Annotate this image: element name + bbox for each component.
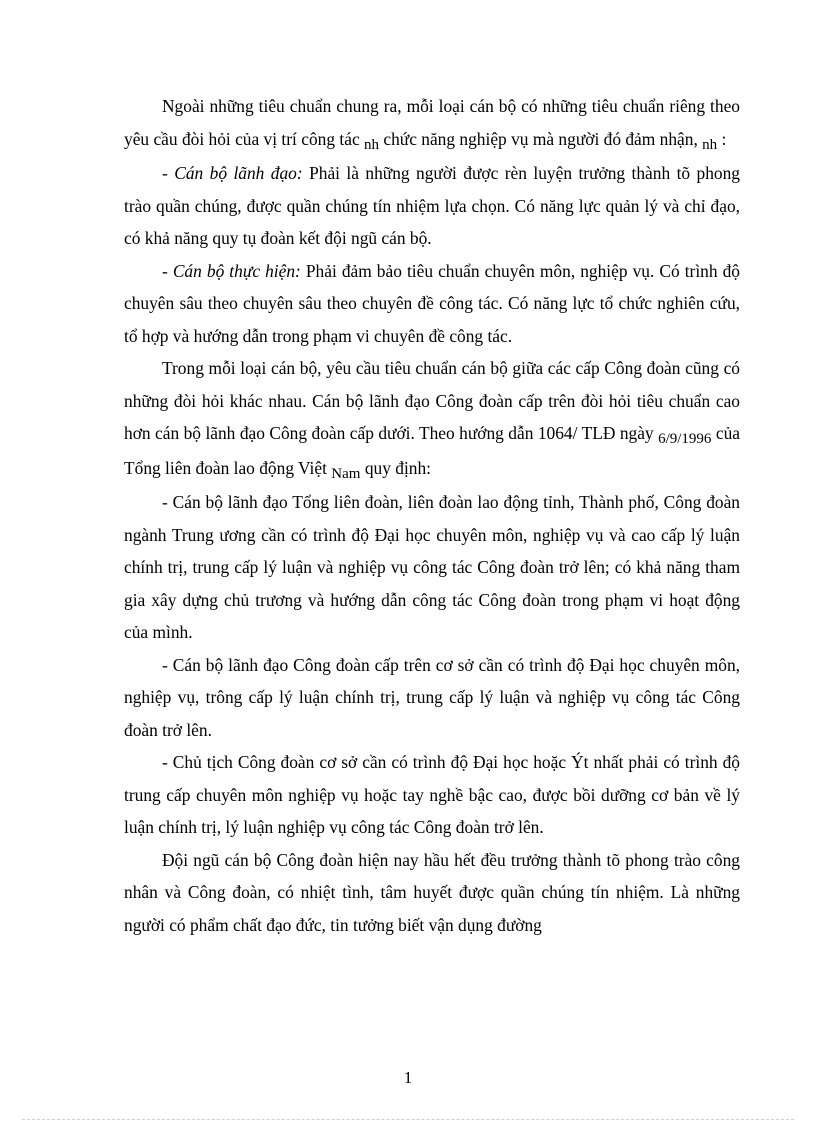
leadership-cadre-text: Phải là những người được rèn luyện trưởng thành tõ phong trào quần chúng, được quần chúng tín nhiệm lựa chọn. Có năng lực quản lý và chỉ đạo, có khả năng quy tụ đoàn kết đội ngũ cán bộ. [124,163,741,248]
paragraph-general-confederation: - Cán bộ lãnh đạo Tổng liên đoàn, liên đoàn lao động tỉnh, Thành phố, Công đoàn ngành Trung ương cần có trình độ Đại học chuyên môn, nghiệp vụ và cao cấp lý luận chính trị, trung cấp lý luận và nghiệp vụ công tác Công đoàn trở lên; có khả năng tham gia xây dựng chủ trương và hướng dẫn công tác Công đoàn trong phạm vi hoạt động của mình. [124,492,740,642]
paragraph-intro-text-b: chức năng nghiệp vụ mà người đó đảm nhận, [379,128,703,149]
paragraph-union-levels [124,352,740,486]
union-levels-text-c: quy định: [360,457,431,478]
paragraph-intro-text-a: Ngoài những tiêu chuẩn chung ra, mỗi loại cán bộ có những tiêu chuẩn riêng theo yêu cầu đòi hỏi của vị trí công tác [124,96,740,149]
paragraph-intro [124,90,740,157]
paragraph-grassroots-chairman: - Chủ tịch Công đoàn cơ sở cần có trình độ Đại học hoặc Ýt nhất phải có trình độ trung cấp chuyên môn nghiệp vụ hoặc tay nghề bậc cao, được bồi dưỡng cơ bản về lý luận chính trị, lý luận nghiệp vụ công tác Công đoàn trở lên. [124,752,740,837]
subscript-nh-2: nh [702,136,718,153]
executive-cadre-label: - Cán bộ thực hiện: [162,260,301,281]
paragraph-current-cadre-team: Đội ngũ cán bộ Công đoàn hiện nay hầu hết đều trưởng thành tõ phong trào công nhân và Công đoàn, có nhiệt tình, tâm huyết được quần chúng tín nhiệm. Là những người có phẩm chất đạo đức, tin tưởng biết vận dụng đường [124,849,740,935]
paragraph-upper-level-union: - Cán bộ lãnh đạo Công đoàn cấp trên cơ sở cần có trình độ Đại học chuyên môn, nghiệp vụ, trông cấp lý luận chính trị, trung cấp lý luận và nghiệp vụ công tác Công đoàn trở lên. [124,654,740,740]
union-levels-text-a: Trong mỗi loại cán bộ, yêu cầu tiêu chuẩn cán bộ giữa các cấp Công đoàn cũng có những đòi hỏi khác nhau. Cán bộ lãnh đạo Công đoàn cấp trên đòi hỏi tiêu chuẩn cao hơn cán bộ lãnh đạo Công đoàn cấp dưới. Theo hướng dẫn 1064/ TLĐ ngày [124,358,740,443]
document-body [124,90,740,941]
executive-cadre-text: Phải đảm bảo tiêu chuẩn chuyên môn, nghiệp vụ. Có trình độ chuyên sâu theo chuyên sâu theo chuyên đề công tác. Có năng lực tổ chức nghiên cứu, tổ hợp và hướng dẫn trong phạm vi chuyên đề công tác. [124,260,740,346]
paragraph-executive-cadre [124,255,740,353]
leadership-cadre-label: - Cán bộ lãnh đạo: [162,163,303,183]
subscript-date: 6/9/1996 [658,431,712,447]
page-bottom-divider [22,1119,794,1120]
paragraph-leadership-cadre [124,157,740,255]
subscript-nam: Nam [331,465,361,482]
page-number: 1 [403,1068,413,1087]
subscript-nh-1: nh [364,136,380,153]
paragraph-intro-text-c: : [717,128,727,149]
union-levels-text-b: của Tổng liên đoàn lao động Việt [124,423,740,478]
